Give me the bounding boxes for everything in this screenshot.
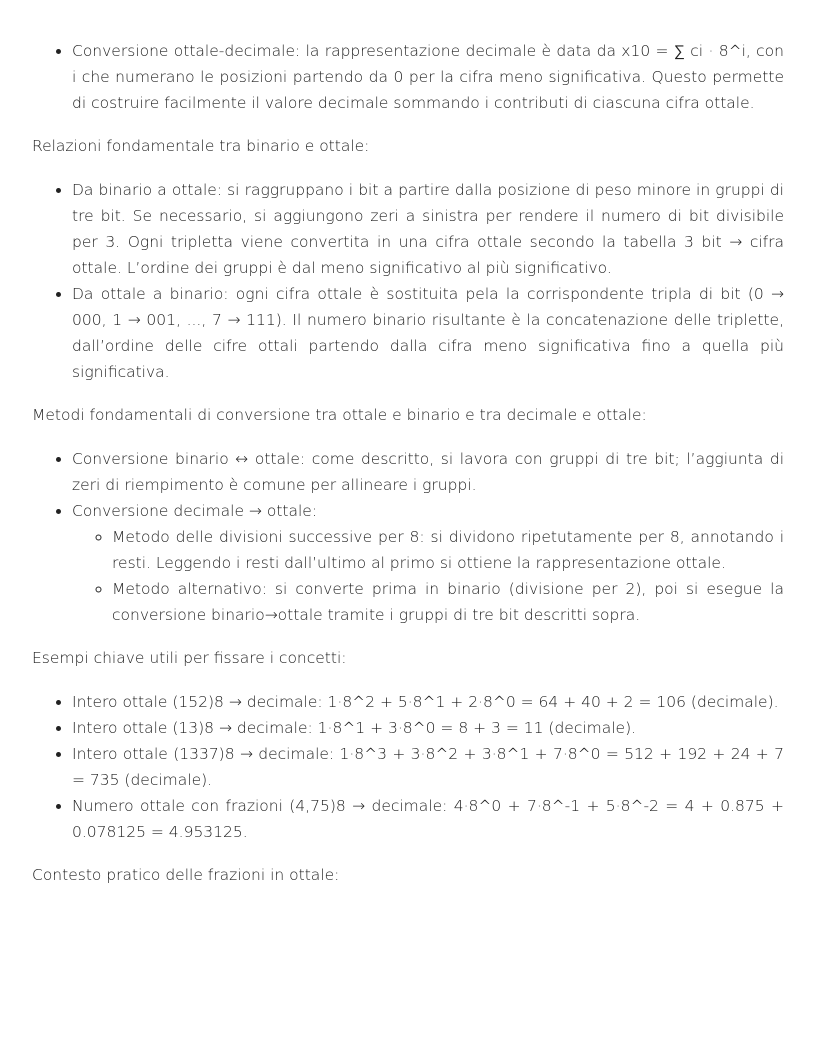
list-conversion-methods [32,446,784,628]
list-item: • Intero ottale (13)8 → decimale: 1·8^1 + 3·8^0 = 8 + 3 = 11 (decimale). [72,715,784,741]
list-item-label: Conversione decimale → ottale: [72,502,318,520]
list-item: • Da ottale a binario: ogni cifra ottale è sostituita pela la corrispondente tripla di bit (0 → 000, 1 → 001, ..., 7 → 111). Il numero binario risultante è la concatenazione delle triplette, dall’ordine delle cifre ottali partendo dalla cifra meno significativa fino a quella più significativa. [72,281,784,385]
list-item: • Da binario a ottale: si raggruppano i bit a partire dalla posizione di peso minore in gruppi di tre bit. Se necessario, si aggiungono zeri a sinistra per rendere il numero di bit divisibile per 3. Ogni tripletta viene convertita in una cifra ottale secondo la tabella 3 bit → cifra ottale. L’ordine dei gruppi è dal meno significativo al più significativo. [72,177,784,281]
section-heading-fractions-context: Contesto pratico delle frazioni in ottale: [32,866,340,884]
list-binary-octal [32,177,784,385]
list-octal-decimal [32,38,784,116]
sublist-methods [72,524,784,628]
list-item: • Conversione ottale-decimale: la rappresentazione decimale è data da x10 = ∑ ci · 8^i, con i che numerano le posizioni partendo da 0 per la cifra meno significativa. Questo permette di costruire facilmente il valore decimale sommando i contributi di ciascuna cifra ottale. [72,38,784,116]
sublist-item: ◦ Metodo alternativo: si converte prima in binario (divisione per 2), poi si esegue la conversione binario→ottale tramite i gruppi di tre bit descritti sopra. [112,576,784,628]
list-item: • Numero ottale con frazioni (4,75)8 → decimale: 4·8^0 + 7·8^-1 + 5·8^-2 = 4 + 0.875 + 0.078125 = 4.953125. [72,793,784,845]
section-heading-conversion-methods: Metodi fondamentali di conversione tra ottale e binario e tra decimale e ottale: [32,406,647,424]
sublist-item: ◦ Metodo delle divisioni successive per 8: si dividono ripetutamente per 8, annotando i resti. Leggendo i resti dall’ultimo al primo si ottiene la rappresentazione ottale. [112,524,784,576]
list-examples [32,689,784,845]
list-item: • Intero ottale (152)8 → decimale: 1·8^2 + 5·8^1 + 2·8^0 = 64 + 40 + 2 = 106 (decimale). [72,689,784,715]
section-heading-binary-octal: Relazioni fondamentale tra binario e ottale: [32,137,370,155]
list-item: • Intero ottale (1337)8 → decimale: 1·8^3 + 3·8^2 + 3·8^1 + 7·8^0 = 512 + 192 + 24 + 7 = 735 (decimale). [72,741,784,793]
list-item-decimal-octal [72,498,784,628]
section-heading-examples: Esempi chiave utili per fissare i concetti: [32,649,347,667]
document-page [32,38,784,906]
list-item: • Conversione binario ↔ ottale: come descritto, si lavora con gruppi di tre bit; l’aggiunta di zeri di riempimento è comune per allineare i gruppi. [72,446,784,498]
